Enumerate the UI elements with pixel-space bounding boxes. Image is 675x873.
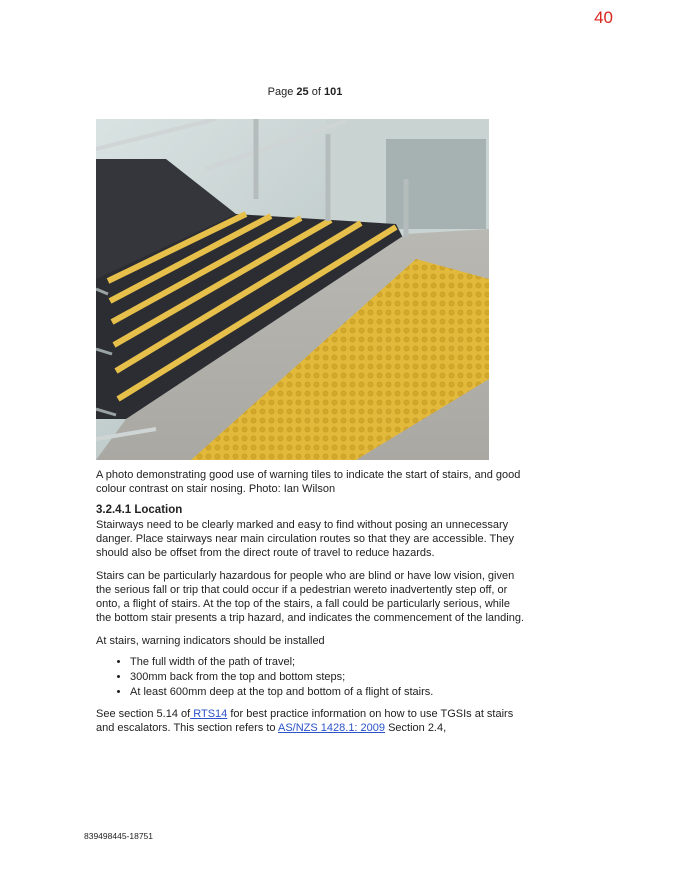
- paragraph-4: [96, 707, 526, 735]
- stair-photo: [96, 119, 489, 460]
- list-item: • The full width of the path of travel;: [130, 655, 526, 669]
- page-counter-of: of: [311, 86, 321, 98]
- main-content: [96, 468, 526, 744]
- footer-document-id: 839498445-18751: [84, 831, 154, 841]
- paragraph-4-text-b: for best practice information on how to use TGSIs at stairs and escalators. This section refers to: [96, 708, 514, 734]
- page-counter-total: 101: [323, 86, 343, 98]
- page-counter-prefix: Page: [267, 86, 294, 98]
- list-item: • 300mm back from the top and bottom steps;: [130, 670, 526, 684]
- section-heading: 3.2.4.1 Location: [96, 504, 183, 516]
- warning-indicator-list: [96, 655, 526, 699]
- stair-photo-illustration: [96, 119, 489, 460]
- paragraph-2: Stairs can be particularly hazardous for people who are blind or have low vision, given the serious fall or trip that could occur if a pedestrian wereto inadvertently step off, or onto, a flight of stairs. At the top of the stairs, a fall could be particularly serious, while the bottom stair presents a trip hazard, and indicates the commencement of the landing.: [96, 570, 525, 624]
- corner-page-number: 40: [594, 8, 613, 27]
- standard-link[interactable]: AS/NZS 1428.1: 2009: [278, 722, 386, 734]
- paragraph-3: At stairs, warning indicators should be installed: [96, 635, 325, 647]
- paragraph-1: Stairways need to be clearly marked and easy to find without posing an unnecessary danger. Place stairways near main circulation routes so that they are accessible. They should also be offset from the direct route of travel to reduce hazards.: [96, 519, 515, 559]
- rts14-link[interactable]: RTS14: [190, 708, 228, 720]
- list-item: • At least 600mm deep at the top and bottom of a flight of stairs.: [130, 685, 526, 699]
- paragraph-4-text-c: Section 2.4,: [385, 722, 447, 734]
- paragraph-4-text-a: See section 5.14 of: [96, 708, 191, 720]
- page-counter-current: 25: [296, 86, 309, 98]
- photo-caption: A photo demonstrating good use of warning tiles to indicate the start of stairs, and good colour contrast on stair nosing. Photo: Ian Wilson: [96, 469, 521, 495]
- page-counter: [0, 86, 610, 98]
